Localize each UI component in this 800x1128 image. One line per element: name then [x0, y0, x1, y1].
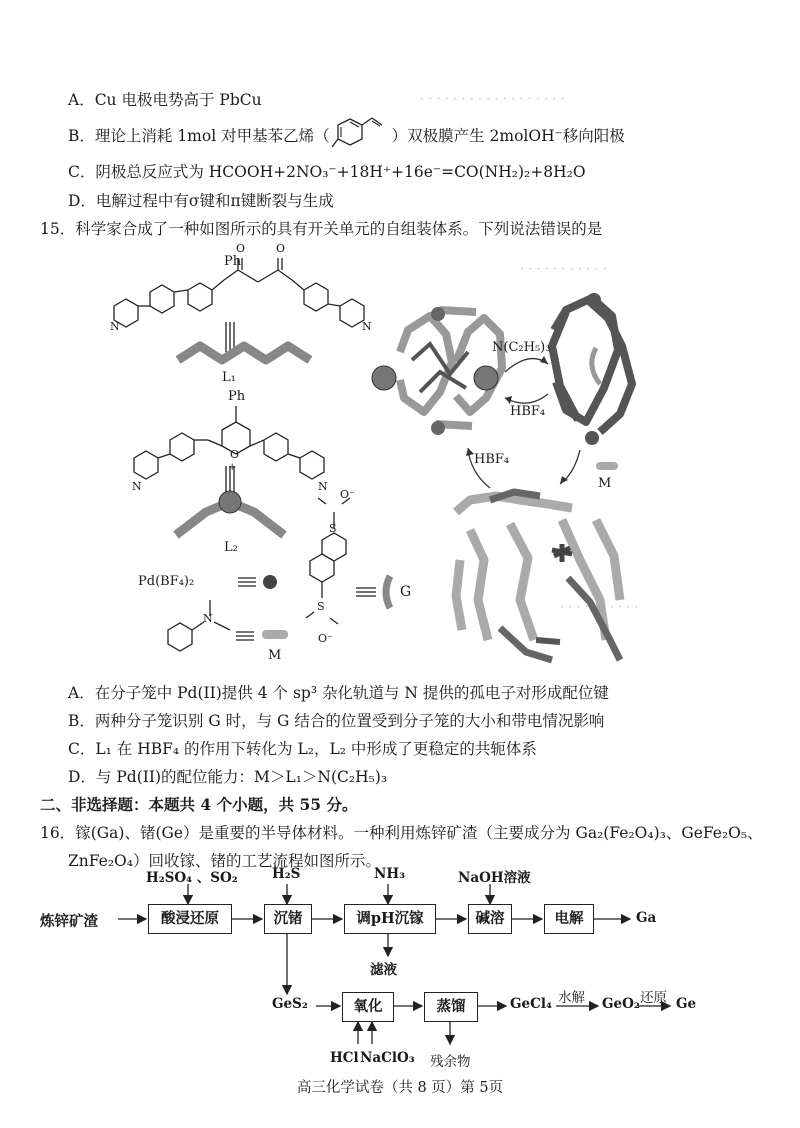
flow-residue: 残余物 — [430, 1054, 471, 1070]
section-2-heading: 二、非选择题：本题共 4 个小题，共 55 分。 — [40, 795, 358, 814]
label-s2: S — [317, 600, 325, 613]
flow-reagent-h2so4-so2: H₂SO₄ 、SO₂ — [146, 870, 238, 886]
label-ph2: Ph — [228, 389, 246, 404]
q15-option-a: A．在分子笼中 Pd(II)提供 4 个 sp³ 杂化轨道与 N 提供的孤电子对形成配位键 — [68, 684, 609, 702]
q14-option-d: D．电解过程中有σ键和π键断裂与生成 — [68, 192, 334, 210]
flow-reagent-naoh: NaOH溶液 — [458, 870, 531, 886]
flow-step-ph-ga-precip: 调pH沉镓 — [344, 904, 436, 934]
label-hbf4-1: HBF₄ — [510, 404, 546, 419]
flow-reagent-nh3: NH₃ — [374, 866, 406, 882]
q16-line1: 16．镓(Ga)、锗(Ge）是重要的半导体材料。一种利用炼锌矿渣（主要成分为 Ga₂(Fe₂O₄)₃、GeFe₂O₅、 — [40, 824, 763, 842]
q15-option-c: C．L₁ 在 HBF₄ 的作用下转化为 L₂，L₂ 中形成了更稳定的共轭体系 — [68, 740, 537, 758]
q14-option-a: A．Cu 电极电势高于 PbCu — [68, 91, 262, 109]
label-o-plus: O — [230, 448, 240, 461]
flow-step-alkali-dissolve: 碱溶 — [468, 904, 512, 934]
flow-step-acid-leach: 酸浸还原 — [148, 904, 232, 934]
label-pd-bf4: Pd(BF₄)₂ — [138, 574, 195, 589]
flow-product-ge: Ge — [676, 996, 697, 1012]
label-n-right2: N — [318, 480, 328, 493]
q14-option-b-post: ）双极膜产生 2molOH⁻移向阳极 — [391, 127, 625, 145]
bleed-through-text: · · · · · · · · · · · · · · · · · · — [420, 92, 565, 107]
label-n-right: N — [362, 320, 372, 333]
flow-geo2: GeO₂ — [602, 996, 640, 1012]
label-n-m: N — [203, 612, 213, 625]
label-n-left2: N — [132, 480, 142, 493]
flow-ges2: GeS₂ — [272, 996, 308, 1012]
flow-reagent-naclo3: NaClO₃ — [360, 1050, 415, 1066]
label-L1: L₁ — [222, 370, 236, 385]
label-o2: O — [276, 242, 286, 255]
label-o1: O — [236, 242, 246, 255]
label-M-left: M — [268, 648, 282, 663]
q15-option-b: B．两种分子笼识别 G 时，与 G 结合的位置受到分子笼的大小和带电情况影响 — [68, 712, 605, 730]
flow-filtrate: 滤液 — [370, 962, 397, 978]
flow-step-ge-precip: 沉锗 — [264, 904, 312, 934]
q15-option-d: D．与 Pd(II)的配位能力：M＞L₁＞N(C₂H₅)₃ — [68, 768, 388, 786]
label-s1: S — [329, 522, 337, 535]
label-G: G — [400, 584, 412, 600]
label-ph1: Ph — [224, 254, 242, 269]
label-hbf4-2: HBF₄ — [474, 452, 510, 467]
label-n-c2h5-3: N(C₂H₅)₃ — [492, 340, 551, 355]
label-n-left: N — [110, 320, 120, 333]
flow-reagent-hcl: HCl — [330, 1050, 359, 1066]
q15-stem: 15．科学家合成了一种如图所示的具有开关单元的自组装体系。下列说法错误的是 — [40, 220, 603, 238]
label-plus: + — [228, 462, 237, 473]
label-o-minus2: O⁻ — [318, 632, 333, 645]
flow-reagent-h2s: H₂S — [272, 866, 301, 882]
flow-product-ga: Ga — [636, 910, 657, 926]
flow-hydrolysis: 水解 — [558, 990, 585, 1006]
page-footer: 高三化学试卷（共 8 页）第 5页 — [296, 1080, 504, 1096]
flow-reduction: 还原 — [640, 990, 667, 1006]
q14-option-c: C．阴极总反应式为 HCOOH+2NO₃⁻+18H⁺+16e⁻=CO(NH₂)₂+8H₂O — [68, 163, 586, 181]
label-o-minus1: O⁻ — [340, 488, 355, 501]
flow-gecl4: GeCl₄ — [510, 996, 552, 1012]
flow-input: 炼锌矿渣 — [40, 913, 98, 930]
flow-step-electrolysis: 电解 — [544, 904, 594, 934]
flow-step-oxidation: 氧化 — [342, 992, 394, 1022]
label-L2: L₂ — [224, 540, 238, 555]
flow-step-distillation: 蒸馏 — [424, 992, 478, 1022]
bleed-through-text: · · · · · · · · · · · — [520, 262, 607, 277]
label-M-right: M — [598, 476, 612, 491]
q16-line2: ZnFe₂O₄）回收镓、锗的工艺流程如图所示。 — [68, 852, 381, 870]
q14-option-b-pre: B．理论上消耗 1mol 对甲基苯乙烯（ — [68, 127, 330, 145]
bleed-through-text: · · · · · · · · · · — [560, 600, 639, 615]
